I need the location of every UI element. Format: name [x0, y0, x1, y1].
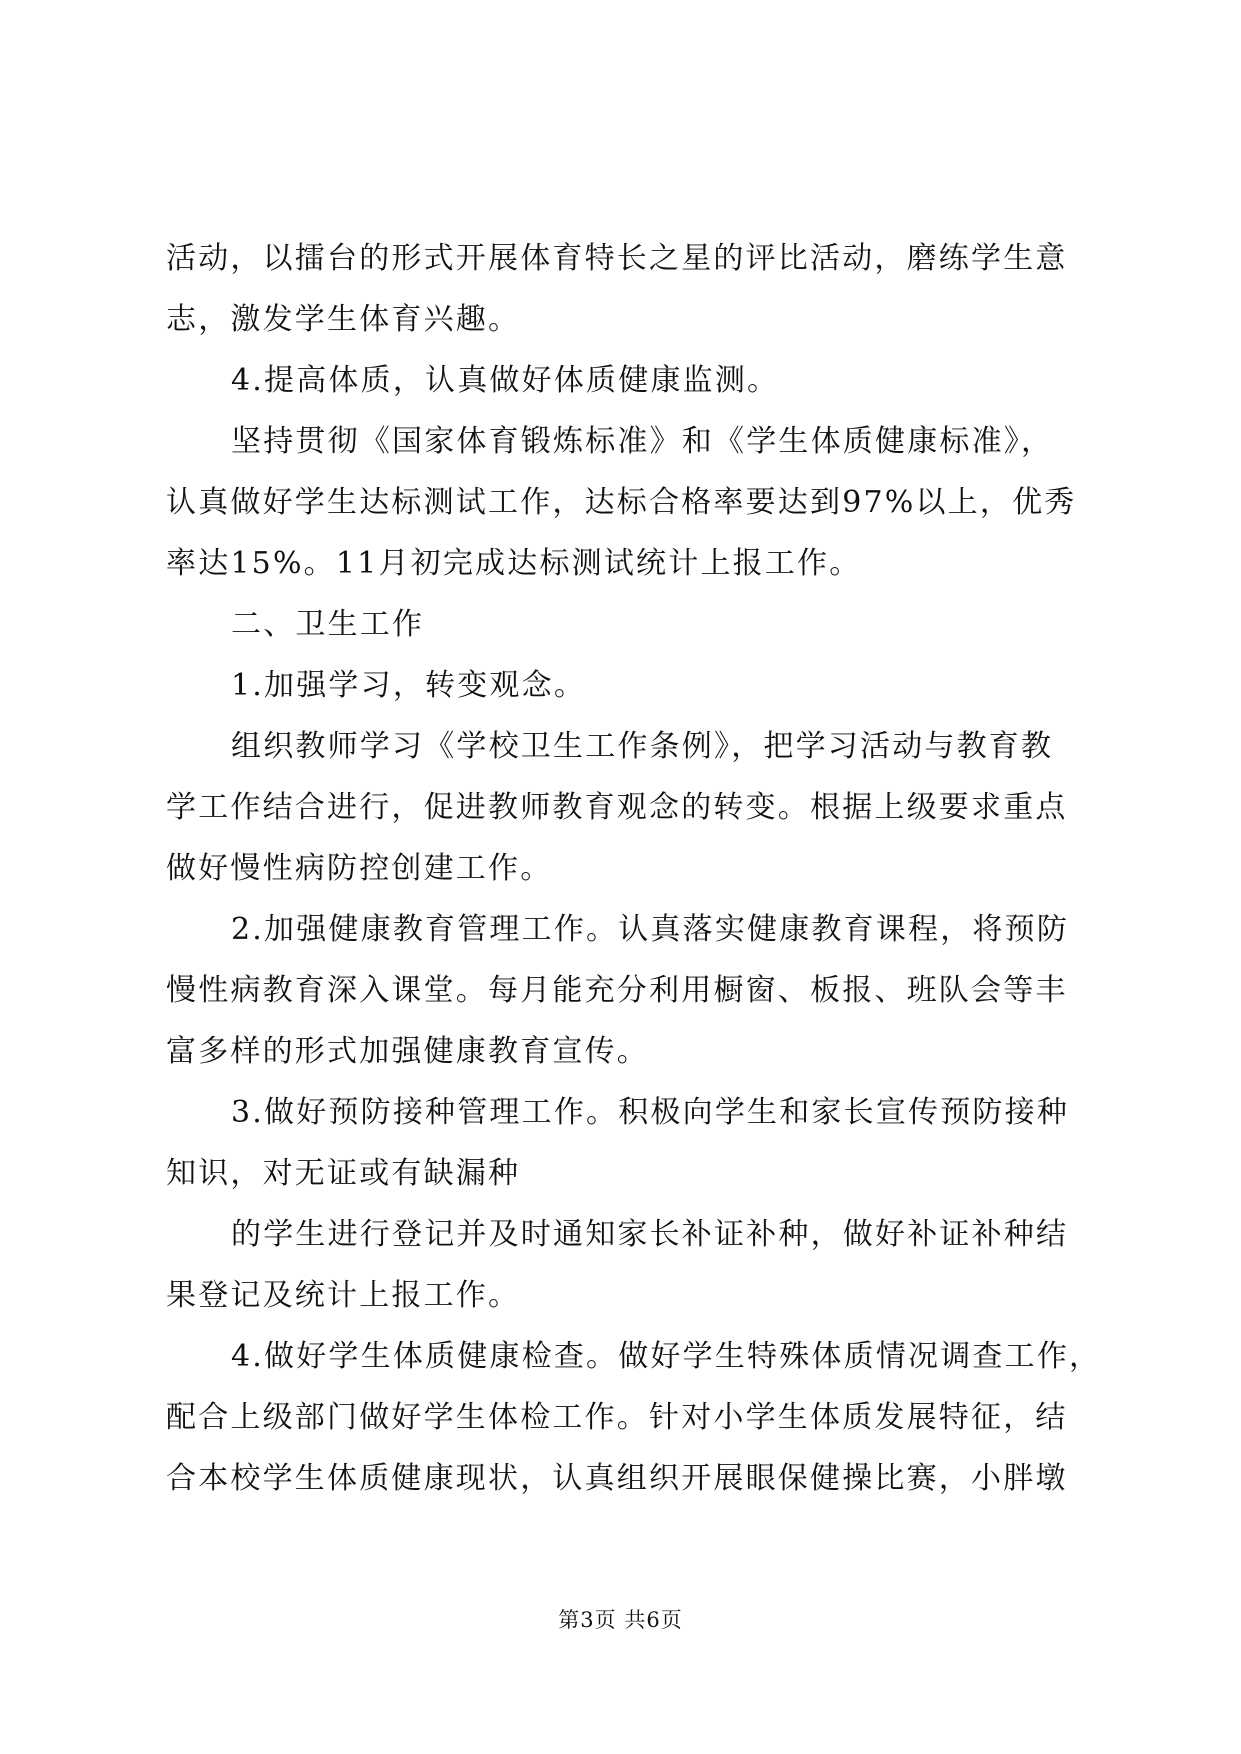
text-line: 配合上级部门做好学生体检工作。针对小学生体质发展特征，结 [166, 1400, 1068, 1435]
section-heading: 4.提高体质，认真做好体质健康监测。 [231, 363, 780, 398]
text-line: 志，激发学生体育兴趣。 [166, 302, 521, 337]
text-line: 率达15%。11月初完成达标测试统计上报工作。 [166, 546, 862, 581]
text-line: 坚持贯彻《国家体育锻炼标准》和《学生体质健康标准》， [231, 424, 1054, 459]
text-line: 认真做好学生达标测试工作，达标合格率要达到97%以上，优秀 [166, 485, 1077, 520]
text-line: 做好慢性病防控创建工作。 [166, 851, 553, 886]
body-text [166, 228, 1102, 1509]
text-line: 合本校学生体质健康现状，认真组织开展眼保健操比赛，小胖墩 [166, 1461, 1068, 1496]
text-line: 知识，对无证或有缺漏种 [166, 1156, 521, 1191]
text-line: 慢性病教育深入课堂。每月能充分利用橱窗、板报、班队会等丰 [166, 973, 1068, 1008]
text-line: 的学生进行登记并及时通知家长补证补种，做好补证补种结 [231, 1217, 1069, 1252]
text-line: 2.加强健康教育管理工作。认真落实健康教育课程，将预防 [231, 912, 1070, 947]
text-line: 学工作结合进行，促进教师教育观念的转变。根据上级要求重点 [166, 790, 1068, 825]
section-heading: 1.加强学习，转变观念。 [231, 668, 587, 703]
text-line: 活动，以擂台的形式开展体育特长之星的评比活动，磨练学生意 [166, 241, 1068, 276]
text-line: 果登记及统计上报工作。 [166, 1278, 521, 1313]
text-line: 4.做好学生体质健康检查。做好学生特殊体质情况调查工作， [231, 1339, 1102, 1374]
page-footer: 第3页 共6页 [558, 1608, 683, 1632]
section-heading: 二、卫生工作 [231, 607, 425, 642]
text-line: 富多样的形式加强健康教育宣传。 [166, 1034, 649, 1069]
text-line: 组织教师学习《学校卫生工作条例》，把学习活动与教育教 [231, 729, 1054, 764]
text-line: 3.做好预防接种管理工作。积极向学生和家长宣传预防接种 [231, 1095, 1070, 1130]
